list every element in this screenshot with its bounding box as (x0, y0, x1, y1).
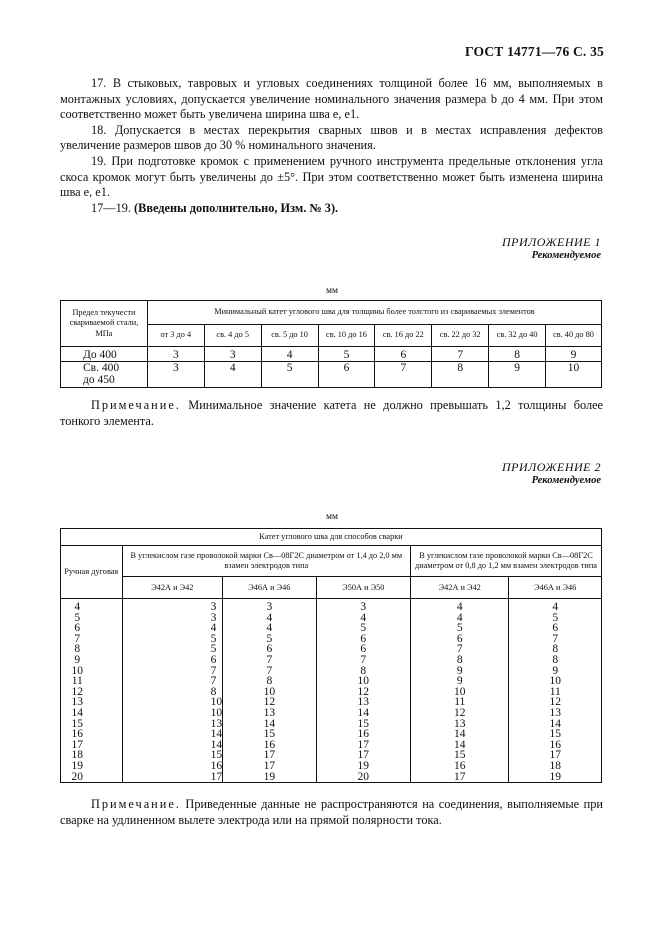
range-header: св. 16 до 22 (375, 325, 432, 347)
appendix-1-subtitle: Рекомендуемое (531, 250, 601, 261)
table-cell: 6 (509, 623, 602, 634)
table-cell: 15 (411, 750, 509, 761)
table-cell: 9 (546, 347, 602, 362)
appendix-1-table (60, 300, 602, 388)
table-cell: 3 (122, 599, 223, 613)
appendix-2-subtitle: Рекомендуемое (531, 475, 601, 486)
table-cell: 12 (223, 697, 317, 708)
table-cell: 17 (316, 740, 410, 751)
table-cell: 16 (223, 740, 317, 751)
table-row (61, 761, 602, 772)
table-cell: 14 (122, 729, 223, 740)
appendix-2-table (60, 528, 602, 783)
table-cell: 15 (61, 719, 123, 730)
table-cell: 13 (316, 697, 410, 708)
table-cell: 16 (122, 761, 223, 772)
row-label: Св. 400 до 450 (61, 362, 148, 388)
table-row (61, 347, 602, 362)
table-cell: 14 (411, 740, 509, 751)
table-row (61, 687, 602, 698)
table-row (61, 719, 602, 730)
co2-group-1-header: В углекислом газе проволокой марки Св—08Г2С диаметром от 1,4 до 2,0 мм взамен электродов типа (122, 546, 410, 577)
note-label: Примечание. (91, 797, 181, 811)
table-row (61, 697, 602, 708)
table-cell: 16 (509, 740, 602, 751)
table-cell: 7 (223, 666, 317, 677)
range-header: св. 32 до 40 (489, 325, 546, 347)
table-cell: 3 (147, 347, 204, 362)
table-cell: 13 (411, 719, 509, 730)
table-cell: 17 (411, 772, 509, 783)
table-row (61, 613, 602, 624)
table-cell: 14 (509, 719, 602, 730)
electrode-type-header: Э50А и Э50 (316, 577, 410, 599)
table-cell: 8 (509, 644, 602, 655)
note-label: Примечание. (91, 398, 181, 412)
yield-strength-header: Предел текучести свариваемой стали, МПа (61, 301, 148, 347)
table-cell: 17 (509, 750, 602, 761)
table-cell: 9 (61, 655, 123, 666)
table-cell: 14 (411, 729, 509, 740)
appendix-1-note (60, 398, 603, 429)
table-cell: 4 (509, 599, 602, 613)
table-cell: 8 (61, 644, 123, 655)
table-cell: 6 (318, 362, 375, 388)
table-row (61, 362, 602, 388)
clause-17-19 (60, 201, 603, 217)
range-header: св. 5 до 10 (261, 325, 318, 347)
table-cell: 4 (204, 362, 261, 388)
table-row (61, 772, 602, 783)
co2-group-2-header: В углекислом газе проволокой марки Св—08Г2С диаметром от 0,8 до 1,2 мм взамен электродов типа (411, 546, 602, 577)
table-cell: 8 (122, 687, 223, 698)
appendix-2-heading (502, 460, 601, 488)
table-cell: 5 (509, 613, 602, 624)
table-cell: 3 (223, 599, 317, 613)
leg-header: Катет углового шва для способов сварки (61, 529, 602, 546)
table-cell: 15 (122, 750, 223, 761)
table-cell: 4 (316, 613, 410, 624)
table-row (61, 644, 602, 655)
electrode-type-header: Э46А и Э46 (223, 577, 317, 599)
table-cell: 3 (316, 599, 410, 613)
table-cell: 6 (316, 634, 410, 645)
table-row (61, 708, 602, 719)
table-cell: 13 (223, 708, 317, 719)
page-header: ГОСТ 14771—76 С. 35 (465, 44, 604, 59)
appendix-1-unit: мм (326, 286, 339, 296)
table-cell: 9 (411, 676, 509, 687)
table-cell: 5 (122, 634, 223, 645)
table-row (61, 666, 602, 677)
table-cell: 17 (223, 750, 317, 761)
table-cell: 7 (316, 655, 410, 666)
table-cell: 10 (61, 666, 123, 677)
table-row (61, 729, 602, 740)
table-cell: 17 (122, 772, 223, 783)
note-text: Приведенные данные не распространяются на соединения, выполняемые при сварке на удлиненном вылете электрода или на прямой полярности тока. (60, 797, 603, 827)
table-cell: 16 (61, 729, 123, 740)
table-cell: 13 (61, 697, 123, 708)
table-cell: 11 (61, 676, 123, 687)
table-cell: 14 (61, 708, 123, 719)
table-cell: 17 (61, 740, 123, 751)
table-cell: 10 (122, 697, 223, 708)
table-row (61, 676, 602, 687)
table-cell: 8 (489, 347, 546, 362)
table-cell: 10 (546, 362, 602, 388)
table-cell: 4 (223, 623, 317, 634)
table-cell: 19 (509, 772, 602, 783)
table-cell: 5 (61, 613, 123, 624)
table-cell: 4 (61, 599, 123, 613)
table-cell: 4 (411, 613, 509, 624)
table-cell: 17 (316, 750, 410, 761)
appendix-2-unit: мм (326, 512, 339, 522)
table-cell: 5 (318, 347, 375, 362)
electrode-type-header: Э42А и Э42 (122, 577, 223, 599)
table-cell: 3 (204, 347, 261, 362)
table-cell: 10 (509, 676, 602, 687)
table-cell: 9 (509, 666, 602, 677)
table-cell: 8 (316, 666, 410, 677)
row-label: До 400 (61, 347, 148, 362)
table-row (61, 655, 602, 666)
electrode-type-header: Э42А и Э42 (411, 577, 509, 599)
range-header: св. 10 до 16 (318, 325, 375, 347)
table-row (61, 599, 602, 613)
electrode-type-header: Э46А и Э46 (509, 577, 602, 599)
table-cell: 7 (122, 676, 223, 687)
table-cell: 8 (509, 655, 602, 666)
clause-17: 17. В стыковых, тавровых и угловых соединениях толщиной более 16 мм, выполняемых в монтажных условиях, допускается увеличение номинального значения размера b до 4 мм. При этом соответственно может быть увеличена ширина шва e, e1. (60, 76, 603, 122)
table-cell: 14 (122, 740, 223, 751)
table-cell: 8 (432, 362, 489, 388)
table-cell: 6 (223, 644, 317, 655)
table-cell: 10 (122, 708, 223, 719)
manual-arc-header: Ручная дуговая (61, 546, 123, 599)
range-header: св. 4 до 5 (204, 325, 261, 347)
table-cell: 10 (223, 687, 317, 698)
table-cell: 15 (316, 719, 410, 730)
table-row (61, 634, 602, 645)
table-cell: 20 (61, 772, 123, 783)
table-cell: 6 (411, 634, 509, 645)
table-cell: 5 (411, 623, 509, 634)
table-cell: 8 (411, 655, 509, 666)
table-row (61, 750, 602, 761)
table-cell: 6 (61, 623, 123, 634)
table-cell: 7 (411, 644, 509, 655)
table-cell: 3 (147, 362, 204, 388)
clause-17-19-prefix: 17—19. (91, 200, 131, 215)
table-cell: 8 (223, 676, 317, 687)
table-cell: 5 (261, 362, 318, 388)
table-cell: 19 (61, 761, 123, 772)
table-cell: 16 (316, 729, 410, 740)
table-cell: 7 (61, 634, 123, 645)
table-cell: 19 (316, 761, 410, 772)
min-leg-header: Минимальный катет углового шва для толщины более толстого из свариваемых элементов (147, 301, 601, 325)
table-cell: 7 (375, 362, 432, 388)
clause-18: 18. Допускается в местах перекрытия сварных швов и в местах исправления дефектов увеличение размеров швов до 30 % номинального значения. (60, 122, 603, 153)
table-cell: 16 (411, 761, 509, 772)
table-cell: 7 (122, 666, 223, 677)
note-text: Минимальное значение катета не должно превышать 1,2 толщины более тонкого элемента. (60, 398, 603, 428)
table-row (61, 623, 602, 634)
table-cell: 12 (509, 697, 602, 708)
appendix-2-note (60, 797, 603, 828)
table-cell: 14 (223, 719, 317, 730)
table-cell: 19 (223, 772, 317, 783)
table-cell: 4 (261, 347, 318, 362)
table-cell: 11 (411, 697, 509, 708)
table-cell: 11 (509, 687, 602, 698)
table-cell: 12 (411, 708, 509, 719)
table-cell: 7 (509, 634, 602, 645)
table-cell: 6 (316, 644, 410, 655)
table-cell: 5 (316, 623, 410, 634)
clause-17-19-amendment: (Введены дополнительно, Изм. № 3). (134, 200, 339, 215)
table-cell: 15 (223, 729, 317, 740)
table-cell: 10 (316, 676, 410, 687)
appendix-1-heading (502, 235, 601, 263)
table-cell: 12 (61, 687, 123, 698)
range-header: св. 40 до 80 (546, 325, 602, 347)
table-cell: 6 (375, 347, 432, 362)
clause-19: 19. При подготовке кромок с применением ручного инструмента предельные отклонения угла скоса кромок могут быть увеличены до ±5°. При этом соответственно может быть изменена ширина шва e, e1. (60, 153, 603, 200)
appendix-2-title: ПРИЛОЖЕНИЕ 2 (502, 460, 601, 474)
table-cell: 13 (122, 719, 223, 730)
table-cell: 18 (509, 761, 602, 772)
table-cell: 13 (509, 708, 602, 719)
table-cell: 12 (316, 687, 410, 698)
range-header: от 3 до 4 (147, 325, 204, 347)
table-cell: 4 (122, 623, 223, 634)
table-cell: 5 (122, 644, 223, 655)
table-cell: 7 (432, 347, 489, 362)
table-cell: 9 (411, 666, 509, 677)
table-cell: 5 (223, 634, 317, 645)
table-cell: 6 (122, 655, 223, 666)
table-cell: 20 (316, 772, 410, 783)
clauses-block (60, 76, 603, 216)
table-cell: 18 (61, 750, 123, 761)
table-cell: 4 (411, 599, 509, 613)
table-cell: 17 (223, 761, 317, 772)
table-cell: 3 (122, 613, 223, 624)
table-cell: 10 (411, 687, 509, 698)
table-cell: 15 (509, 729, 602, 740)
table-cell: 14 (316, 708, 410, 719)
table-cell: 4 (223, 613, 317, 624)
table-row (61, 740, 602, 751)
range-header: св. 22 до 32 (432, 325, 489, 347)
appendix-2-table-body (61, 599, 602, 783)
table-cell: 9 (489, 362, 546, 388)
table-cell: 7 (223, 655, 317, 666)
appendix-1-title: ПРИЛОЖЕНИЕ 1 (502, 235, 601, 249)
